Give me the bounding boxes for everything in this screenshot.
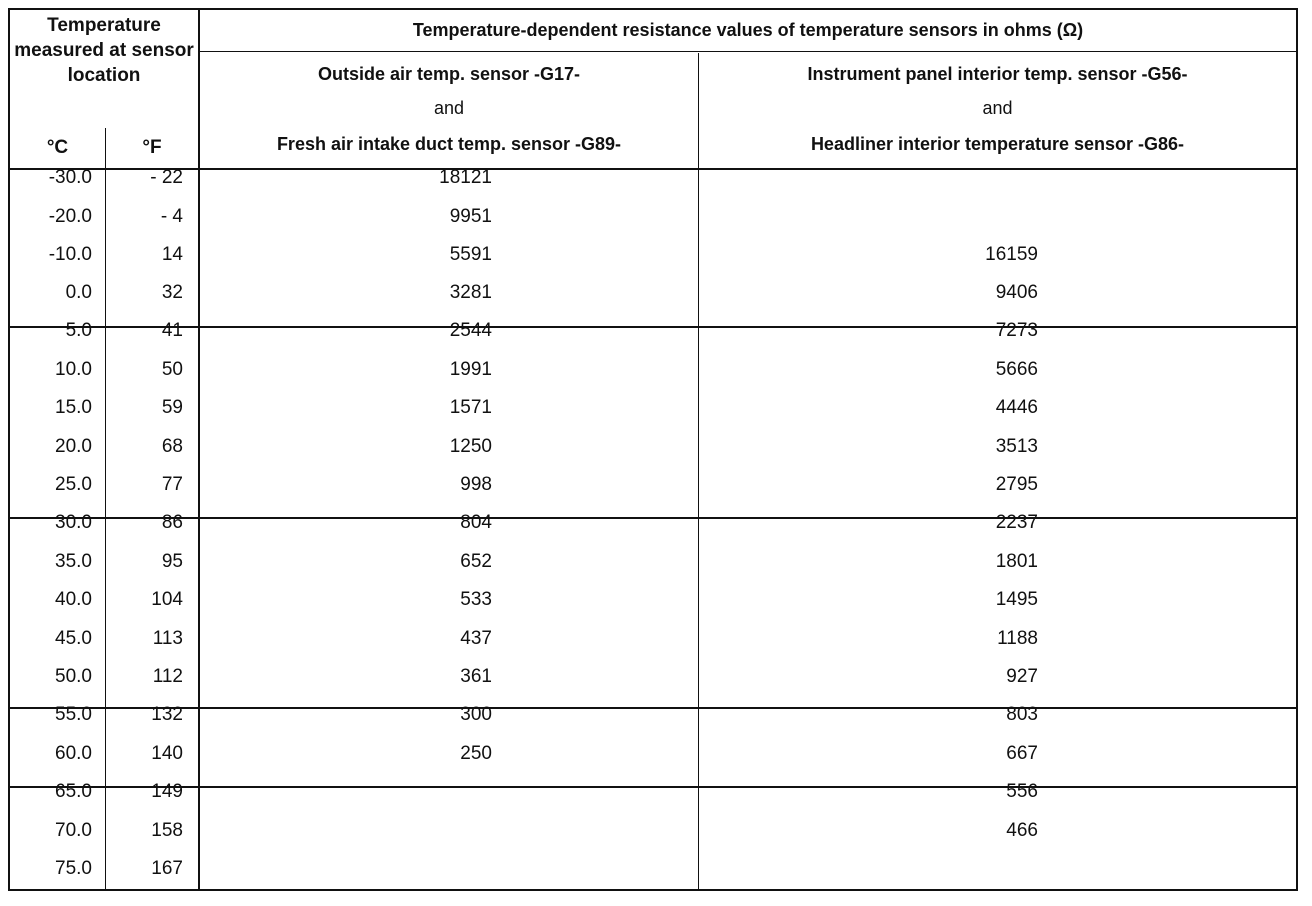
fahrenheit-cell: 95 [161, 551, 183, 572]
fahrenheit-cell: 68 [161, 436, 183, 457]
celsius-cell: 70.0 [55, 820, 92, 841]
g17-resistance-cell: 437 [460, 628, 492, 649]
vline-g17-g56 [698, 53, 699, 891]
g56-resistance-cell: 9406 [995, 282, 1038, 303]
celsius-cell: -20.0 [48, 206, 92, 227]
g17-resistance-cell: 533 [460, 589, 492, 610]
g17-col-header-line2: and [433, 98, 465, 118]
g17-resistance-cell: 300 [460, 704, 492, 725]
vline-c-f [105, 128, 106, 891]
fahrenheit-cell: 14 [161, 244, 183, 265]
celsius-cell: -30.0 [48, 167, 92, 188]
g17-resistance-cell: 2544 [449, 320, 492, 341]
resistance-table [8, 8, 1298, 891]
celsius-unit-header: °C [46, 137, 69, 158]
g56-col-header-line2: and [982, 98, 1013, 118]
fahrenheit-cell: 113 [152, 628, 183, 649]
celsius-cell: 5.0 [65, 320, 92, 341]
fahrenheit-cell: - 22 [150, 167, 183, 188]
g56-resistance-cell: 667 [1006, 743, 1038, 764]
g17-resistance-cell: 361 [460, 666, 492, 687]
g56-resistance-cell: 927 [1006, 666, 1038, 687]
g56-resistance-cell: 2237 [995, 512, 1038, 533]
g56-resistance-cell: 1188 [997, 628, 1038, 649]
g56-resistance-cell: 1495 [995, 589, 1038, 610]
celsius-cell: 55.0 [55, 704, 92, 725]
g56-resistance-cell: 466 [1006, 820, 1038, 841]
celsius-cell: 30.0 [55, 512, 92, 533]
celsius-cell: 50.0 [55, 666, 92, 687]
g56-resistance-cell: 3513 [995, 436, 1038, 457]
g17-resistance-cell: 18121 [439, 167, 492, 188]
hline-title [200, 51, 1296, 52]
celsius-cell: 15.0 [55, 397, 92, 418]
g56-resistance-cell: 16159 [985, 244, 1038, 265]
g56-resistance-cell: 7273 [995, 320, 1038, 341]
g56-resistance-cell: 5666 [995, 359, 1038, 380]
celsius-cell: 25.0 [55, 474, 92, 495]
fahrenheit-cell: 112 [152, 666, 183, 687]
g56-resistance-cell: 4446 [995, 397, 1038, 418]
g17-resistance-cell: 1991 [449, 359, 492, 380]
celsius-cell: 10.0 [55, 359, 92, 380]
fahrenheit-cell: - 4 [160, 206, 183, 227]
temperature-location-header: Temperature measured at sensor location [14, 15, 194, 86]
g56-resistance-cell: 803 [1006, 704, 1038, 725]
fahrenheit-cell: 167 [151, 858, 183, 879]
celsius-cell: 75.0 [55, 858, 92, 879]
celsius-cell: 45.0 [55, 628, 92, 649]
g56-resistance-cell: 1801 [995, 551, 1038, 572]
celsius-cell: 35.0 [55, 551, 92, 572]
celsius-cell: 65.0 [55, 781, 92, 802]
g17-resistance-cell: 5591 [449, 244, 492, 265]
celsius-cell: 40.0 [55, 589, 92, 610]
g17-resistance-cell: 1571 [449, 397, 492, 418]
g17-resistance-cell: 9951 [449, 206, 492, 227]
fahrenheit-cell: 140 [151, 743, 183, 764]
g17-resistance-cell: 250 [460, 743, 492, 764]
fahrenheit-cell: 77 [161, 474, 183, 495]
g17-col-header-line3: Fresh air intake duct temp. sensor -G89- [276, 134, 622, 154]
celsius-cell: 60.0 [55, 743, 92, 764]
g17-resistance-cell: 998 [460, 474, 492, 495]
celsius-cell: 0.0 [65, 282, 92, 303]
fahrenheit-cell: 158 [151, 820, 183, 841]
fahrenheit-unit-header: °F [142, 137, 162, 158]
fahrenheit-cell: 32 [161, 282, 183, 303]
fahrenheit-cell: 59 [161, 397, 183, 418]
fahrenheit-cell: 86 [161, 512, 183, 533]
fahrenheit-cell: 132 [151, 704, 183, 725]
hline-group-4 [10, 786, 1296, 788]
fahrenheit-cell: 50 [161, 359, 183, 380]
celsius-cell: -10.0 [48, 244, 92, 265]
g17-col-header-line1: Outside air temp. sensor -G17- [317, 64, 581, 84]
g17-resistance-cell: 652 [460, 551, 492, 572]
celsius-cell: 20.0 [55, 436, 92, 457]
table-main-title: Temperature-dependent resistance values of temperature sensors in ohms (Ω) [412, 20, 1084, 40]
g56-col-header-line3: Headliner interior temperature sensor -G86- [810, 134, 1185, 154]
fahrenheit-cell: 41 [161, 320, 183, 341]
g17-resistance-cell: 1250 [449, 436, 492, 457]
fahrenheit-cell: 104 [151, 589, 183, 610]
g56-col-header-line1: Instrument panel interior temp. sensor -G56- [807, 64, 1188, 84]
g17-resistance-cell: 3281 [449, 282, 492, 303]
fahrenheit-cell: 149 [151, 781, 183, 802]
g56-resistance-cell: 556 [1006, 781, 1038, 802]
g17-resistance-cell: 804 [460, 512, 492, 533]
g56-resistance-cell: 2795 [995, 474, 1038, 495]
